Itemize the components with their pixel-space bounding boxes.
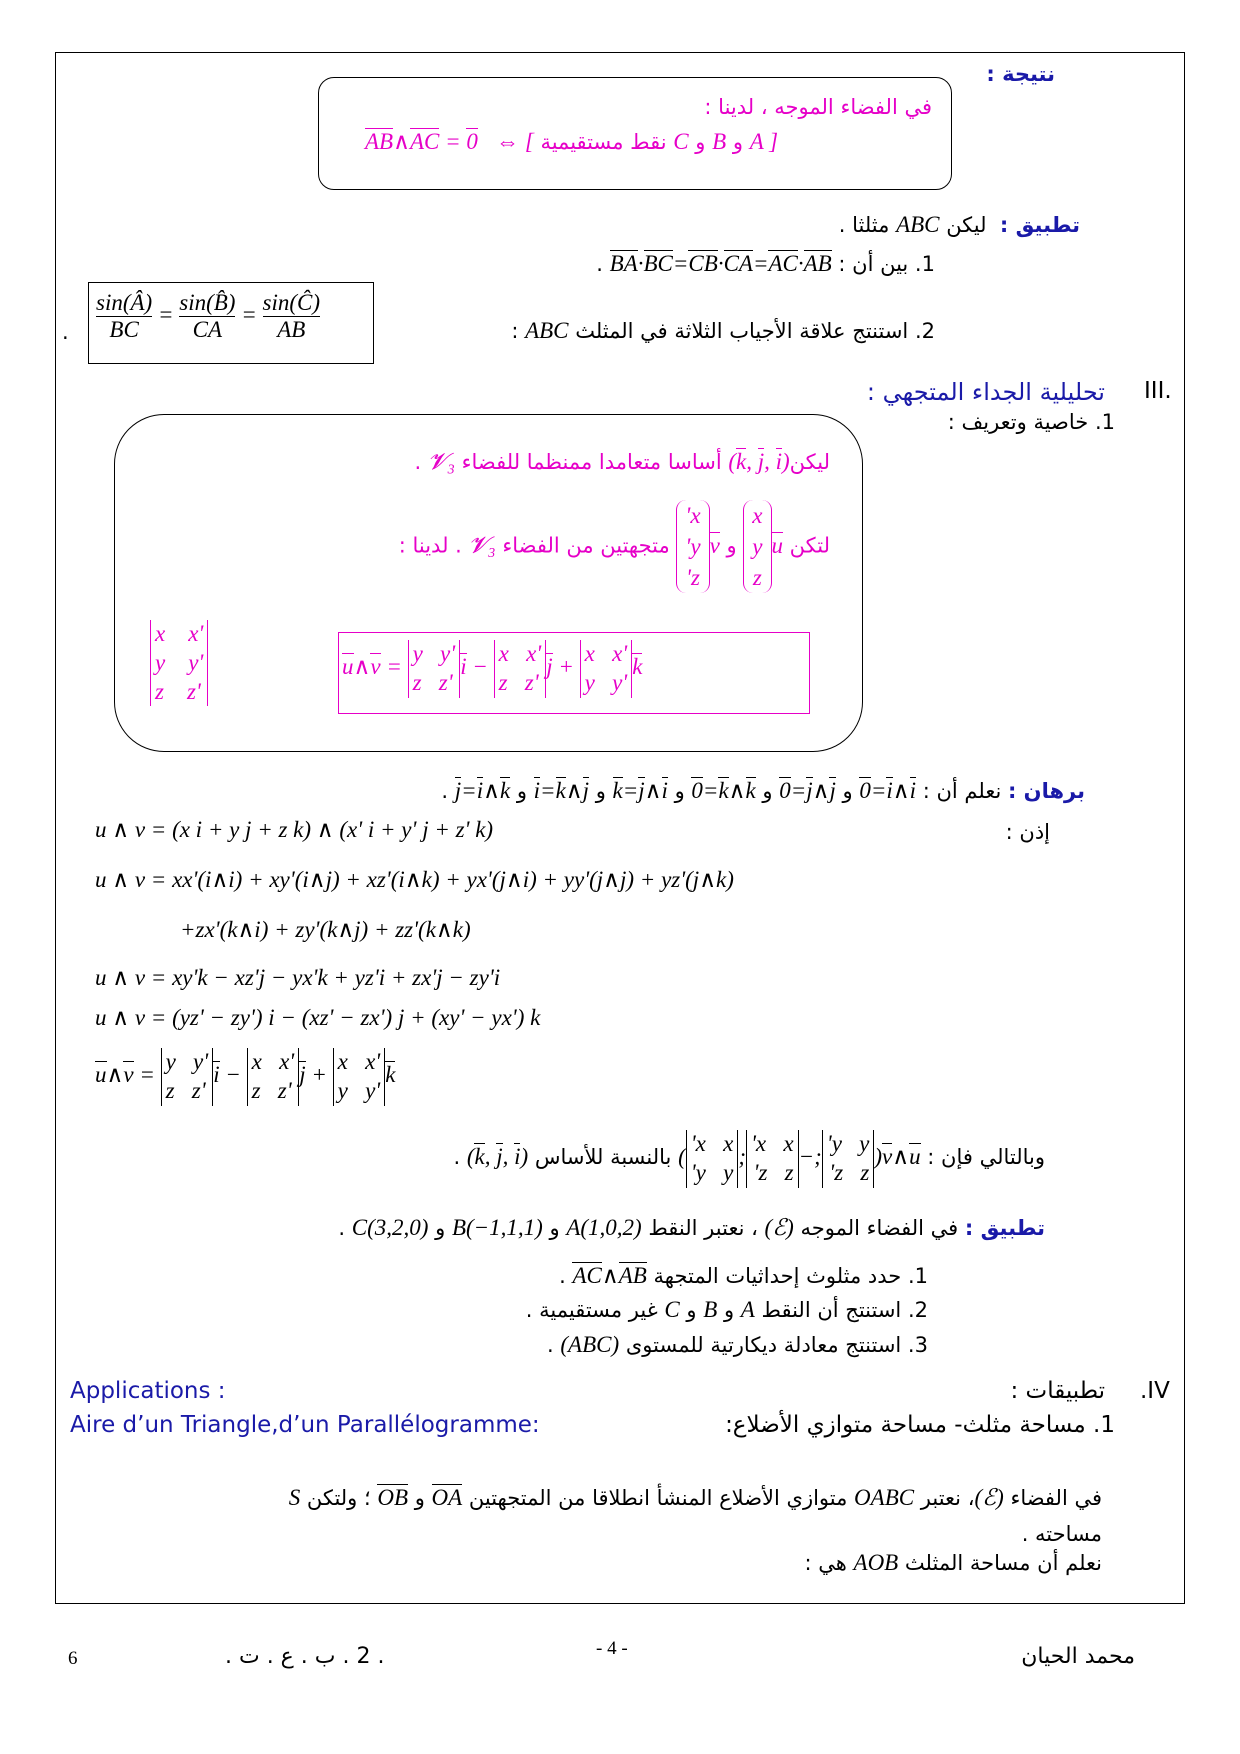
prop-line1: ليكن(i ,j ,k) أساسا متعامدا ممنظما للفضاء 𝓥₃ . (414, 449, 830, 474)
footer-page-left: 6 (68, 1648, 78, 1669)
result-line2: AB∧AC = 0 ⇔ [ نقط مستقيمية C و B و A ] (365, 129, 779, 154)
app1-intro: تطبيق : ليكن ABC مثلثا . (838, 212, 1080, 237)
section4-title: تطبيقات : (1010, 1378, 1105, 1404)
section4-sub1-ar: 1. مساحة مثلث- مساحة متوازي الأضلاع: (725, 1412, 1115, 1438)
app2-q3: 3. استنتج معادلة ديكارتية للمستوى (ABC) . (547, 1332, 928, 1357)
app2-q2: 2. استنتج أن النقط A و B و C غير مستقيمية . (525, 1297, 928, 1322)
footer-class: . 2 . ب . ع . ت . (225, 1644, 385, 1669)
app1-q1: 1. بين أن : AB·AC=CA·CB=BC·BA . (596, 251, 935, 276)
proof-intro: برهان : نعلم أن : i∧i=0 و j∧j=0 و k∧k=0 و i∧j=k و j∧k=i و k∧i=j . (441, 778, 1085, 803)
result-line1: في الفضاء الموجه ، لدينا : (704, 95, 932, 119)
proof-line5: u ∧ v = (yz' − zy') i − (xz' − zx') j + (xy' − yx') k (95, 1005, 541, 1030)
area-line1: في الفضاء (ℰ)، نعتبر OABC متوازي الأضلاع المنشأ انطلاقا من المتجهتين OA و OB ؛ ولتكن S (288, 1485, 1102, 1510)
section3-title: تحليلية الجداء المتجهي : (866, 378, 1105, 406)
sin-period: . (62, 320, 69, 344)
cross-formula: u∧v = y y' z z'i − x x' z z'j + x x' y y'k (342, 640, 642, 698)
proof-line3: +zx'(k∧i) + zy'(k∧j) + zz'(k∧k) (180, 917, 471, 942)
proof-line6: u∧v = y y' z z'i − x x' z z'j + x x' y y'k (95, 1048, 395, 1106)
section4-latin: Applications : (70, 1378, 226, 1404)
proof-line1: u ∧ v = (x i + y j + z k) ∧ (x' i + y' j + z' k) (95, 817, 494, 842)
proof-conclusion: وبالتالي فإن : u∧v(y y' z z';−x x' z z';x x' y y') بالنسبة للأساس (i ,j ,k) . (453, 1130, 1045, 1188)
side-matrix: x x' y y' z z' (150, 620, 208, 706)
result-heading: نتيجة : (986, 62, 1055, 86)
proof-idhan: إذن : (1005, 820, 1050, 844)
section4-number: .IV (1140, 1378, 1170, 1404)
proof-line4: u ∧ v = xy'k − xz'j − yx'k + yz'i + zx'j − zy'i (95, 965, 501, 990)
app2-intro: تطبيق : في الفضاء الموجه (ℰ) ، نعتبر النقط A(1,0,2) و B(−1,1,1) و C(3,2,0) . (338, 1215, 1045, 1240)
section3-number: III. (1144, 378, 1172, 404)
section4-sub1-fr: Aire d’un Triangle,d’un Parallélogramme: (70, 1412, 540, 1438)
section3-sub1: 1. خاصية وتعريف : (947, 410, 1115, 434)
app1-q2: 2. استنتج علاقة الأجياب الثلاثة في المثلث ABC : (511, 318, 935, 343)
footer-page-center: - 4 - (596, 1638, 628, 1659)
sin-relation: $\frac{\sin(Â)}{BC}$ = $\frac{\sin(B̂)}{CA}$ = $\frac{\sin(Ĉ)}{AB}$ (96, 290, 320, 342)
proof-line2: u ∧ v = xx'(i∧i) + xy'(i∧j) + xz'(i∧k) + yx'(j∧i) + yy'(j∧j) + yz'(j∧k) (95, 867, 734, 892)
area-line3: نعلم أن مساحة المثلث AOB هي : (804, 1550, 1102, 1575)
prop-line2: لتكن ux y z و vx' y' z' متجهتين من الفضاء 𝓥₃ . لدينا : (399, 500, 830, 593)
footer-author: محمد الحيان (1021, 1644, 1135, 1669)
app2-q1: 1. حدد مثلوث إحداثيات المتجهة AB∧AC . (559, 1263, 928, 1288)
area-line2: مساحته . (1021, 1522, 1102, 1546)
